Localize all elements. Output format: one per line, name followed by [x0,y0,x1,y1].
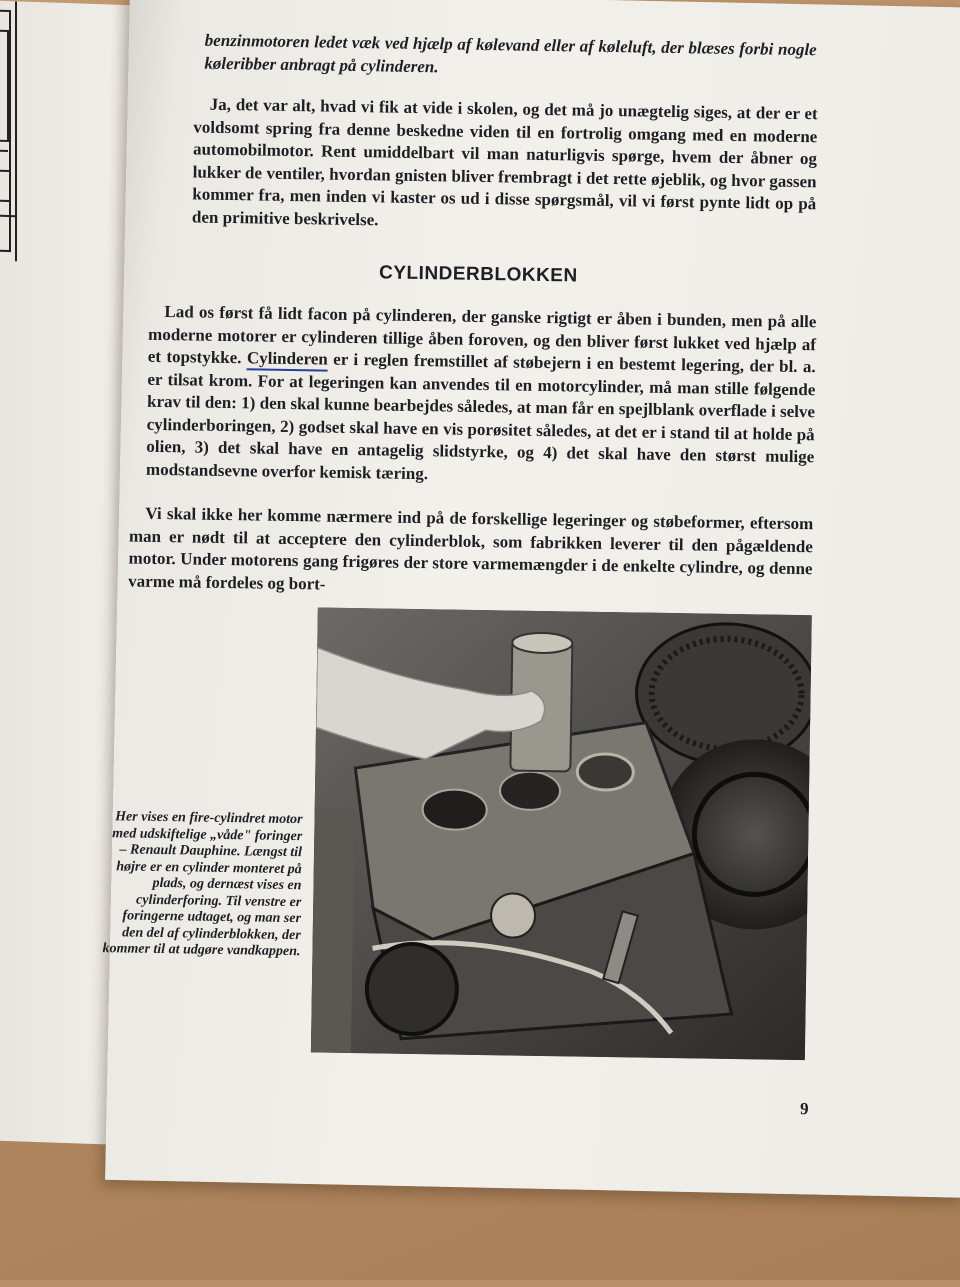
photo-caption: Her vises en fire-cylindret motor med udskiftelige „våde" foringer – Renault Dauphine. Længst til højre er en cylinder monteret på plads, og dernæst vises en cylinderforing. Til venstre er foringerne udtaget, og man ser den del af cylinderblokken, der kommer til at udgøre vandkappen. [102,809,302,961]
paragraph-school: Ja, det var alt, hvad vi fik at vide i skolen, og det må jo unægtelig siges, at der er et voldsomt spring fra denne beskedne viden til en fortrolig omgang med en moderne automobilmotor. Rent umiddelbart vil man naturligvis spørge, hvem der åbner og lukker de ventiler, hvordan gnisten bliver frembragt i det rette øjeblik, og hvor gassen kommer fra, men inden vi kaster os ud i disse spørgsmål, vil vi først pynte lidt op på den primitive beskrivelse. [192,93,818,238]
intro-text: benzinmotoren ledet væk ved hjælp af kølevand eller af køleluft, der blæses forbi nogle køleribber anbragt på cylinderen. [204,30,817,85]
underlined-word-cylinderen: Cylinderen [247,348,328,371]
paragraph-cylinder-part-1: Lad os først få lidt facon på cylinderen, der ganske rigtigt er åben i bunden, men på alle moderne motorer er cylinderen tillige åben foroven, og den bliver først lukket ved hjælp af et topstykke. [148,302,817,367]
paragraph-cylinder [146,301,817,491]
paragraph-alloys: Vi skal ikke her komme nærmere ind på de forskellige legeringer og støbeformer, eftersom man er nødt til at acceptere den cylinderblok, som fabrikken leverer til den pågældende motor. Under motorens gang frigøres der store varmemængder i de enkelte cylindre, og denne varme må fordeles og bort- [128,502,813,603]
paragraph-cylinder-part-2: er i reglen fremstillet af støbejern i en bestemt legering, der bl. a. er tilsat krom. For at legeringen kan anvendes til en motorcylinder, må man stille følgende krav til den: 1) den skal kunne bearbejdes således, at man får en spejlblank overflade i selve cylinderboringen, 2) godset skal have en vis porøsitet således, at det er i stand til at holde på olien, 3) det skal have en antagelig slidstyrke, og 4) det skal have den størst mulige modstandsevne overfor kemisk tæring. [146,350,816,483]
section-heading: CYLINDERBLOKKEN [379,262,578,287]
engine-block-photo [311,607,812,1060]
page-number: 9 [800,1099,809,1119]
engine-photo-illustration [311,607,812,1060]
